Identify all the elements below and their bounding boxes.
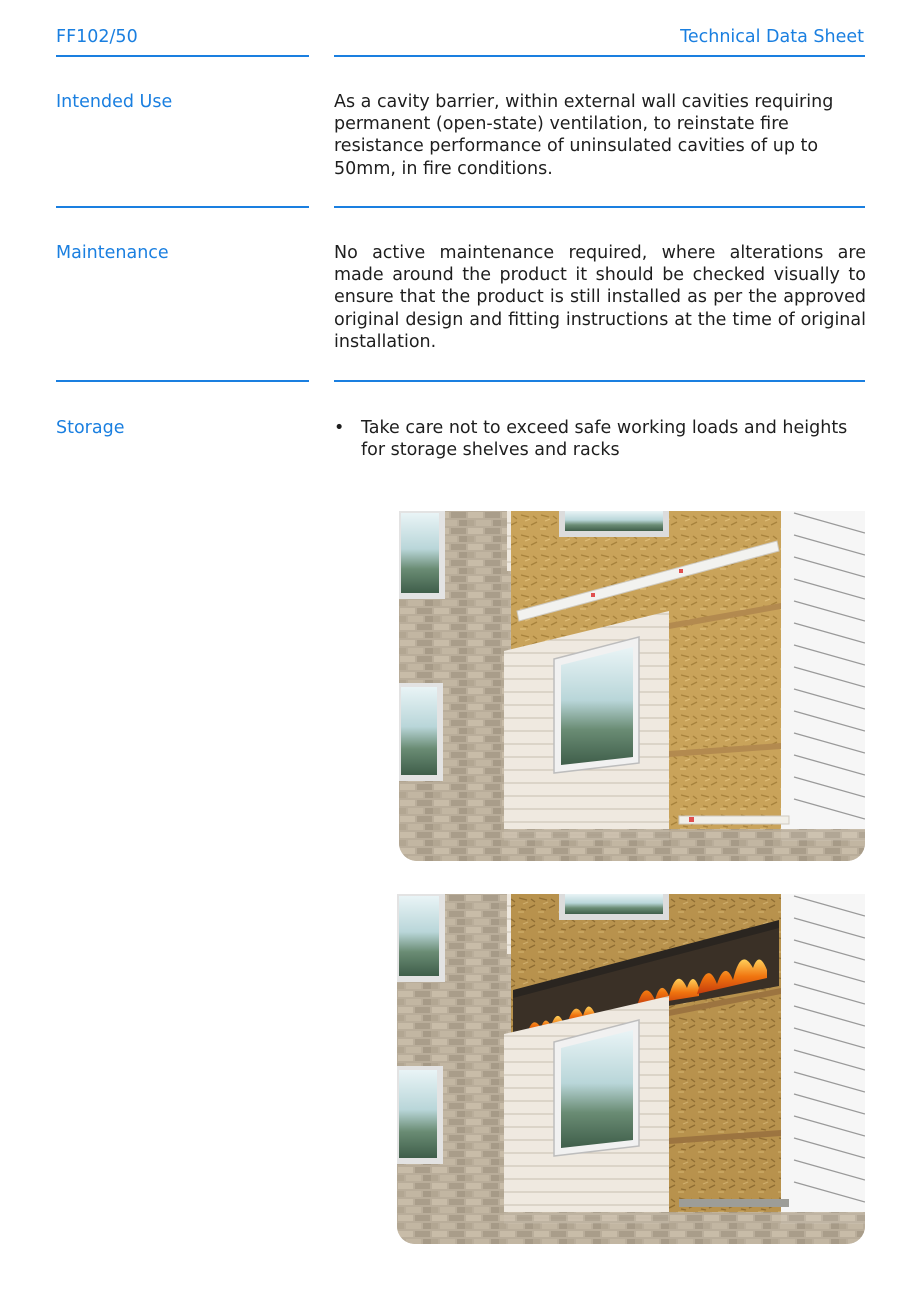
storage-list-item: Take care not to exceed safe working loads and heights for storage shelves and racks [361,418,848,461]
maintenance-label: Maintenance [56,243,169,263]
document-type: Technical Data Sheet [680,27,864,47]
section-divider-right [334,206,865,208]
facade-fire-illustration [397,894,865,1244]
intended-use-label: Intended Use [56,92,173,112]
bullet-icon: • [334,418,345,438]
facade-normal-illustration [399,511,865,861]
section-divider-left [56,206,309,208]
section-divider-left [56,380,309,382]
header-divider-left [56,55,309,57]
maintenance-text: No active maintenance required, where alterations are made around the product it should be checked visually to ensure that the product is still installed as per the approved original design and fitting instructions at the time of original installation. [334,243,866,352]
section-divider-right [334,380,865,382]
product-code: FF102/50 [56,27,138,47]
header-divider-right [334,55,865,57]
storage-list [334,417,866,461]
storage-label: Storage [56,418,125,438]
intended-use-text: As a cavity barrier, within external wall cavities requiring permanent (open-state) ventilation, to reinstate fire resistance performance of uninsulated cavities of up to 50mm, in fire conditions. [334,92,834,179]
